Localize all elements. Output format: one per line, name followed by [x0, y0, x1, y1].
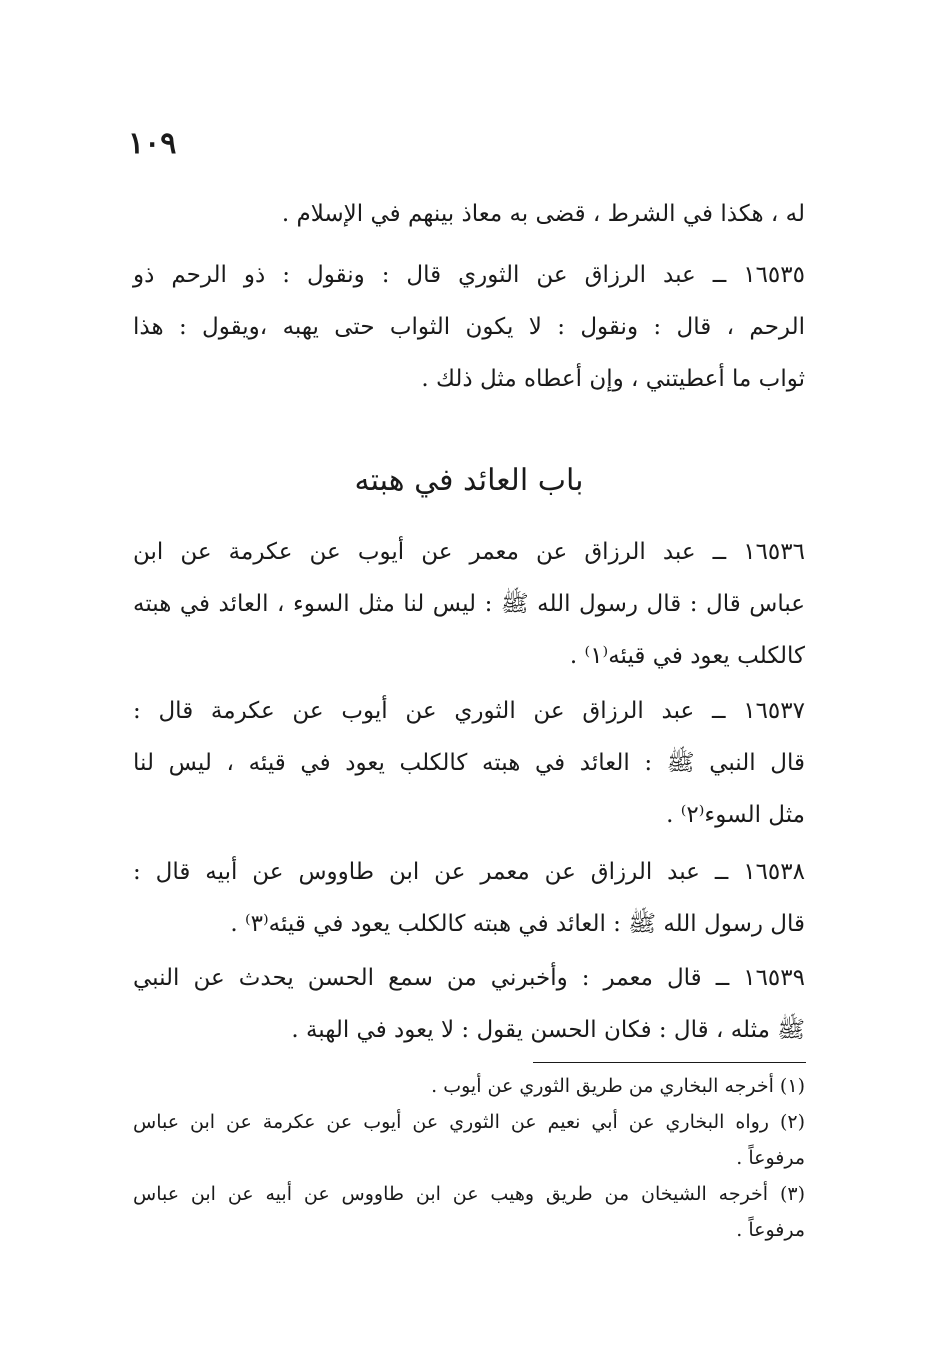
hadith-16539: [133, 952, 805, 1056]
text-line: مثل السوء⁽٢⁾ .: [666, 802, 805, 828]
text-line: عباس قال : قال رسول الله ﷺ : ليس لنا مثل السوء ، العائد في هبته: [133, 591, 805, 617]
text-line: كالكلب يعود في قيئه⁽١⁾ .: [569, 643, 805, 669]
hadith-16536: [133, 526, 805, 682]
text-line: له ، هكذا في الشرط ، قضى به معاذ بينهم في الإسلام .: [281, 201, 805, 227]
text-line: ١٦٥٣٥ ــ عبد الرزاق عن الثوري قال : ونقول : ذو الرحم ذو: [133, 262, 805, 288]
text-line: ١٦٥٣٦ ــ عبد الرزاق عن معمر عن أيوب عن عكرمة عن ابن: [133, 539, 805, 565]
chapter-heading: باب العائد في هبته: [354, 463, 584, 498]
footnote-divider: [533, 1062, 806, 1063]
footnote-2: (٢) رواه البخاري عن أبي نعيم عن الثوري عن أيوب عن عكرمة عن ابن عباس: [133, 1111, 805, 1133]
text-line: ١٦٥٣٩ ــ قال معمر : وأخبرني من سمع الحسن يحدث عن النبي: [133, 965, 805, 991]
text-line: ١٦٥٣٧ ــ عبد الرزاق عن الثوري عن أيوب عن عكرمة قال :: [133, 698, 805, 724]
hadith-16535: [133, 249, 805, 405]
text-line: قال النبي ﷺ : العائد في هبته كالكلب يعود في قيئه ، ليس لنا: [133, 750, 805, 776]
hadith-16537: [133, 685, 805, 841]
text-line: ١٦٥٣٨ ــ عبد الرزاق عن معمر عن ابن طاووس عن أبيه قال :: [133, 859, 805, 885]
hadith-16538: [133, 846, 805, 950]
footnote-3-continued: مرفوعاً .: [736, 1219, 805, 1241]
intro-paragraph: [133, 188, 805, 240]
text-line: قال رسول الله ﷺ : العائد في هبته كالكلب يعود في قيئه⁽٣⁾ .: [230, 911, 805, 937]
page-number: ١٠٩: [128, 126, 177, 161]
text-line: الرحم ، قال : ونقول : لا يكون الثواب حتى يهبه ،ويقول : هذا: [133, 314, 805, 340]
footnotes: [133, 1068, 805, 1248]
footnote-1: (١) أخرجه البخاري من طريق الثوري عن أيوب .: [431, 1075, 805, 1097]
footnote-2-continued: مرفوعاً .: [736, 1147, 805, 1169]
text-line: ثواب ما أعطيتني ، وإن أعطاه مثل ذلك .: [421, 366, 805, 392]
footnote-3: (٣) أخرجه الشيخان من طريق وهيب عن ابن طاووس عن أبيه عن ابن عباس: [133, 1183, 805, 1205]
text-line: ﷺ مثله ، قال : فكان الحسن يقول : لا يعود في الهبة .: [291, 1017, 805, 1043]
